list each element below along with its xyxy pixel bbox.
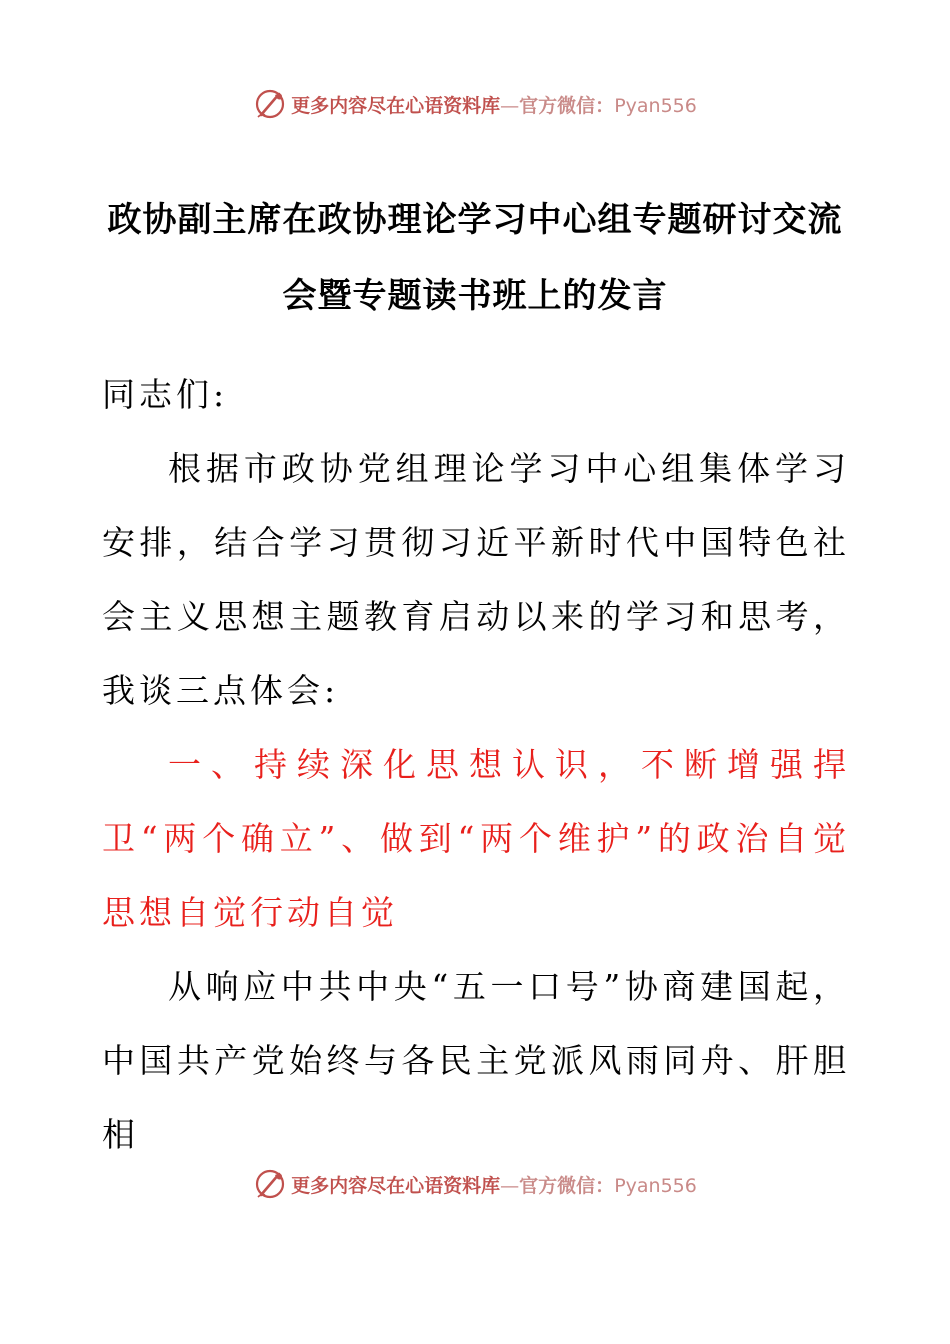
watermark-separator: — [500, 1174, 520, 1197]
document-title-line1: 政协副主席在政协理论学习中心组专题研讨交流 [107, 200, 843, 240]
section-heading-1: 一、持续深化思想认识，不断增强捍卫“两个确立”、做到“两个维护”的政治自觉思想自觉行动自觉 [102, 745, 850, 932]
watermark-wechat-label: 官方微信： [519, 1174, 615, 1197]
body-paragraph-1: 根据市政协党组理论学习中心组集体学习安排，结合学习贯彻习近平新时代中国特色社会主义思想主题教育启动以来的学习和思考，我谈三点体会: [102, 449, 850, 710]
watermark-wechat-label: 官方微信： [519, 94, 615, 117]
watermark-wechat-id: Pyan556 [614, 1174, 697, 1197]
watermark-banner-top [0, 84, 950, 124]
quill-circle-icon [253, 87, 287, 121]
body-paragraph-2: 从响应中共中央“五一口号”协商建国起，中国共产党始终与各民主党派风雨同舟、肝胆相 [102, 967, 850, 1154]
watermark-banner-bottom [0, 1164, 950, 1204]
watermark-brand: 更多内容尽在心语资料库 [291, 94, 501, 117]
salutation: 同志们: [102, 375, 229, 414]
watermark-text [291, 91, 697, 118]
document-body [102, 358, 850, 1172]
watermark-separator: — [500, 94, 520, 117]
watermark-brand: 更多内容尽在心语资料库 [291, 1174, 501, 1197]
document-title-line2: 会暨专题读书班上的发言 [282, 276, 668, 316]
watermark-text [291, 1171, 697, 1198]
quill-circle-icon [253, 1167, 287, 1201]
document-title [100, 182, 850, 334]
watermark-wechat-id: Pyan556 [614, 94, 697, 117]
